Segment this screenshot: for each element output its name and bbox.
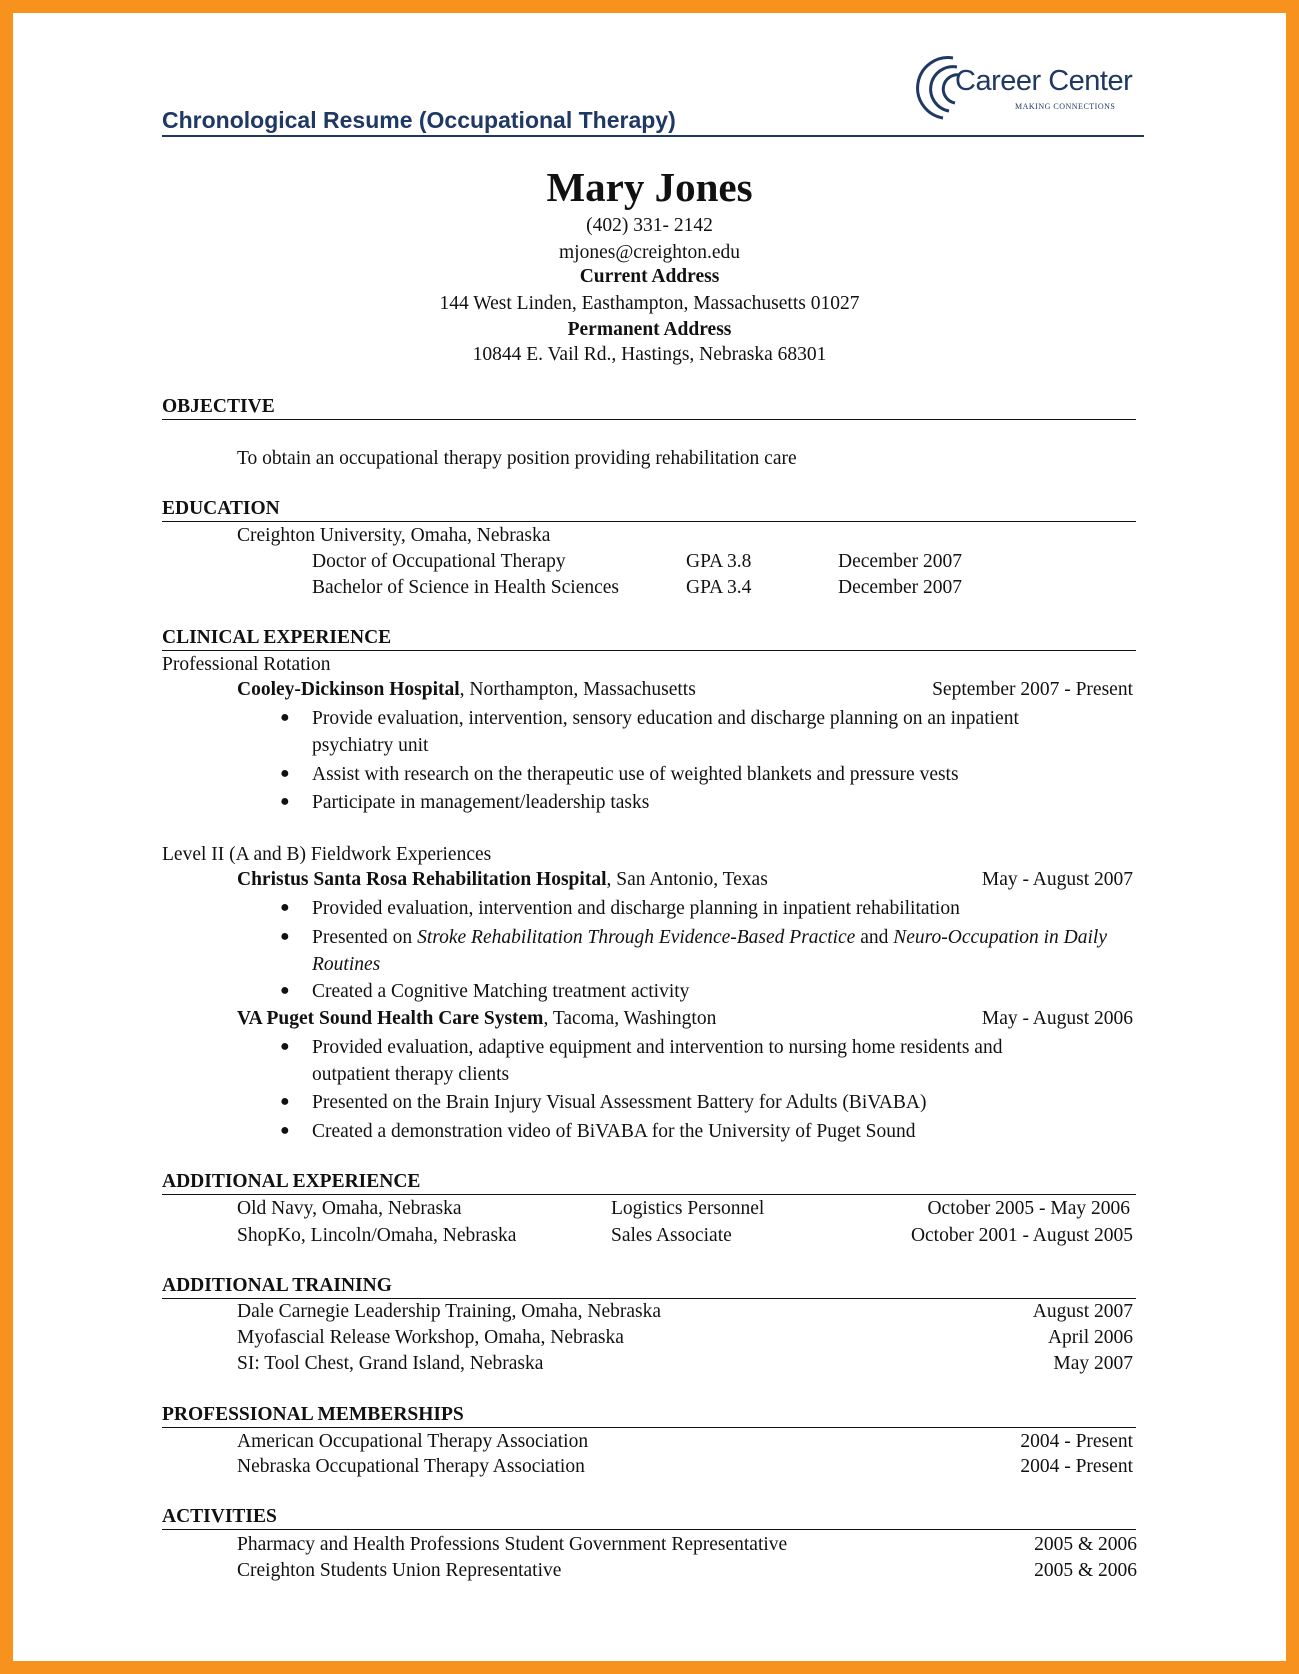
degree-gpa: GPA 3.8 (686, 551, 752, 572)
bullet-text: Assist with research on the therapeutic use of weighted blankets and pressure vests (312, 764, 959, 785)
job-title-line (237, 677, 696, 703)
employer: ShopKo, Lincoln/Omaha, Nebraska (237, 1225, 517, 1246)
bullet-icon: ● (280, 765, 290, 782)
bullet-text: Provided evaluation, intervention and discharge planning in inpatient rehabilitation (312, 898, 960, 919)
training-name: Myofascial Release Workshop, Omaha, Nebraska (237, 1327, 624, 1348)
bullet-icon: ● (280, 1093, 290, 1110)
presentation-title: Neuro-Occupation in Daily (893, 927, 1107, 948)
role: Sales Associate (611, 1225, 732, 1246)
bullet-icon: ● (280, 793, 290, 810)
date: 2005 & 2006 (1034, 1560, 1137, 1581)
date: April 2006 (1047, 1327, 1133, 1348)
section-heading-objective: OBJECTIVE (162, 395, 1136, 420)
bullet-text: outpatient therapy clients (312, 1064, 510, 1085)
bullet-icon: ● (280, 928, 290, 945)
job-title-line (237, 1006, 716, 1032)
activity-name: Creighton Students Union Representative (237, 1560, 562, 1581)
bullet-icon: ● (280, 1038, 290, 1055)
employer: Old Navy, Omaha, Nebraska (237, 1198, 462, 1219)
current-address: 144 West Linden, Easthampton, Massachusetts 01027 (439, 293, 860, 314)
job-date: September 2007 - Present (932, 679, 1133, 700)
date: August 2007 (1032, 1301, 1133, 1322)
date: May 2007 (1053, 1353, 1133, 1374)
membership-name: American Occupational Therapy Association (237, 1431, 589, 1452)
permanent-address: 10844 E. Vail Rd., Hastings, Nebraska 68301 (472, 344, 827, 365)
role: Logistics Personnel (611, 1198, 765, 1219)
membership-name: Nebraska Occupational Therapy Association (237, 1456, 585, 1477)
job-location: , Tacoma, Washington (543, 1008, 717, 1029)
text: Presented on (312, 927, 418, 948)
section-heading-additional-experience: ADDITIONAL EXPERIENCE (162, 1170, 1136, 1195)
logo-text: Career Center (955, 65, 1133, 97)
objective-text: To obtain an occupational therapy position providing rehabilitation care (237, 448, 797, 469)
applicant-name: Mary Jones (546, 164, 753, 210)
job-location: , Northampton, Massachusetts (459, 679, 696, 700)
job-location: , San Antonio, Texas (606, 869, 768, 890)
resume-page (13, 13, 1286, 1661)
section-heading-activities: ACTIVITIES (162, 1505, 1136, 1530)
bullet-text: Presented on the Brain Injury Visual Assessment Battery for Adults (BiVABA) (312, 1092, 927, 1113)
job-org: Christus Santa Rosa Rehabilitation Hospital (237, 869, 607, 890)
bullet-icon: ● (280, 709, 290, 726)
date: October 2005 - May 2006 (927, 1198, 1130, 1219)
email: mjones@creighton.edu (559, 242, 740, 263)
bullet-text: Provide evaluation, intervention, sensory education and discharge planning on an inpatient (312, 708, 1019, 729)
bullet-text: Created a Cognitive Matching treatment activity (312, 981, 690, 1002)
section-heading-education: EDUCATION (162, 497, 1136, 522)
group-label: Professional Rotation (162, 654, 331, 675)
group-label: Level II (A and B) Fieldwork Experiences (162, 844, 492, 865)
bullet-icon: ● (280, 1122, 290, 1139)
date: 2004 - Present (1020, 1431, 1133, 1452)
degree-date: December 2007 (838, 577, 962, 598)
bullet-text (312, 952, 380, 978)
presentation-title: Routines (312, 954, 381, 975)
presentation-title: Stroke Rehabilitation Through Evidence-Based Practice (417, 927, 856, 948)
phone: (402) 331- 2142 (586, 215, 713, 236)
current-address-label: Current Address (579, 266, 720, 287)
bullet-icon: ● (280, 899, 290, 916)
bullet-text: Provided evaluation, adaptive equipment and intervention to nursing home residents and (312, 1037, 1003, 1058)
career-center-logo (913, 53, 1153, 133)
logo-tagline: MAKING CONNECTIONS (1015, 102, 1116, 111)
bullet-text: Created a demonstration video of BiVABA for the University of Puget Sound (312, 1121, 916, 1142)
document-title: Chronological Resume (Occupational Therapy) (162, 105, 1144, 137)
section-heading-clinical: CLINICAL EXPERIENCE (162, 626, 1136, 651)
job-title-line (237, 867, 768, 893)
school: Creighton University, Omaha, Nebraska (237, 525, 551, 546)
permanent-address-label: Permanent Address (567, 319, 732, 340)
section-heading-memberships: PROFESSIONAL MEMBERSHIPS (162, 1403, 1136, 1428)
degree-name: Doctor of Occupational Therapy (312, 551, 566, 572)
degree-gpa: GPA 3.4 (686, 577, 752, 598)
bullet-text (312, 925, 1107, 951)
job-org: Cooley-Dickinson Hospital (237, 679, 460, 700)
bullet-icon: ● (280, 982, 290, 999)
job-org: VA Puget Sound Health Care System (237, 1008, 544, 1029)
text: and (855, 927, 894, 948)
date: 2004 - Present (1020, 1456, 1133, 1477)
date: 2005 & 2006 (1034, 1534, 1137, 1555)
date: October 2001 - August 2005 (910, 1225, 1133, 1246)
training-name: SI: Tool Chest, Grand Island, Nebraska (237, 1353, 544, 1374)
bullet-text: Participate in management/leadership tasks (312, 792, 650, 813)
activity-name: Pharmacy and Health Professions Student Government Representative (237, 1534, 788, 1555)
section-heading-training: ADDITIONAL TRAINING (162, 1274, 1136, 1299)
degree-name: Bachelor of Science in Health Sciences (312, 577, 620, 598)
training-name: Dale Carnegie Leadership Training, Omaha, Nebraska (237, 1301, 661, 1322)
degree-date: December 2007 (838, 551, 962, 572)
job-date: May - August 2007 (981, 869, 1133, 890)
bullet-text: psychiatry unit (312, 735, 429, 756)
job-date: May - August 2006 (981, 1008, 1133, 1029)
